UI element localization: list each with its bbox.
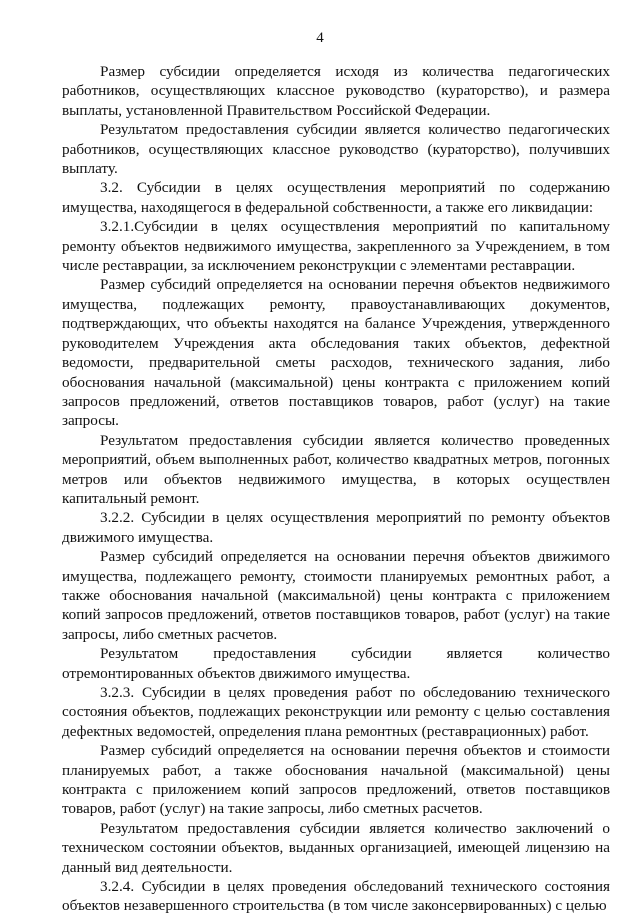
paragraph-section-3-2-1: 3.2.1.Субсидии в целях осуществления мероприятий по капитальному ремонту объектов недвижимого имущества, закрепленного за Учреждением, в том числе реставрации, за исключением реконструкции с элементами реставрации.	[62, 218, 610, 275]
paragraph-section-3-2: 3.2. Субсидии в целях осуществления мероприятий по содержанию имущества, находящегося в федеральной собственности, а также его ликвидации:	[62, 179, 610, 216]
paragraph-section-3-2-4: 3.2.4. Субсидии в целях проведения обследований технического состояния объектов незавершенного строительства (в том числе законсервированных) с целью	[62, 878, 610, 915]
paragraph-subsidy-size-inspection: Размер субсидий определяется на основании перечня объектов и стоимости планируемых работ, а также обоснования начальной (максимальной) цены контракта с приложением копий запросов предложений, ответов поставщиков товаров, работ (услуг) на такие запросы, либо сметных расчетов.	[62, 742, 610, 818]
paragraph-result-capital-repair: Результатом предоставления субсидии является количество проведенных мероприятий, объем выполненных работ, количество квадратных метров, погонных метров или объектов недвижимого имущества, в которых осуществлен капитальный ремонт.	[62, 431, 610, 507]
paragraph-subsidy-size-teachers: Размер субсидии определяется исходя из количества педагогических работников, осуществляющих классное руководство (кураторство), и размера выплаты, установленной Правительством Российской Федерации.	[62, 63, 610, 119]
page-number: 4	[316, 30, 324, 46]
paragraph-result-teachers: Результатом предоставления субсидии является количество педагогических работников, осуществляющих классное руководство (кураторство), получивших выплату.	[62, 121, 610, 178]
paragraph-subsidy-size-capital-repair: Размер субсидий определяется на основании перечня объектов недвижимого имущества, подлежащих ремонту, правоустанавливающих документов, подтверждающих, что объекты находятся на балансе Учреждения, утвержденного руководителем Учреждения акта обследования таких объектов, дефектной ведомости, предварительной сметы расходов, технического задания, либо обоснования начальной (максимальной) цены контракта с приложением копий запросов предложений, ответов поставщиков товаров, работ (услуг) на такие запросы.	[62, 276, 610, 430]
document-body	[62, 62, 610, 916]
paragraph-section-3-2-2: 3.2.2. Субсидии в целях осуществления мероприятий по ремонту объектов движимого имущества.	[62, 509, 610, 546]
paragraph-result-inspection: Результатом предоставления субсидии является количество заключений о техническом состоянии объектов, выданных организацией, имеющей лицензию на данный вид деятельности.	[62, 819, 610, 876]
paragraph-result-movable-repair: Результатом предоставления субсидии является количество отремонтированных объектов движимого имущества.	[62, 645, 610, 682]
paragraph-section-3-2-3: 3.2.3. Субсидии в целях проведения работ по обследованию технического состояния объектов, подлежащих реконструкции или ремонту с целью составления дефектных ведомостей, определения плана ремонтных (реставрационных) работ.	[62, 684, 610, 740]
paragraph-subsidy-size-movable-repair: Размер субсидий определяется на основании перечня объектов движимого имущества, подлежащего ремонту, стоимости планируемых ремонтных работ, а также обоснования начальной (максимальной) цены контракта с приложением копий запросов предложений, ответов поставщиков товаров, работ (услуг) на такие запросы, либо сметных расчетов.	[62, 548, 610, 643]
